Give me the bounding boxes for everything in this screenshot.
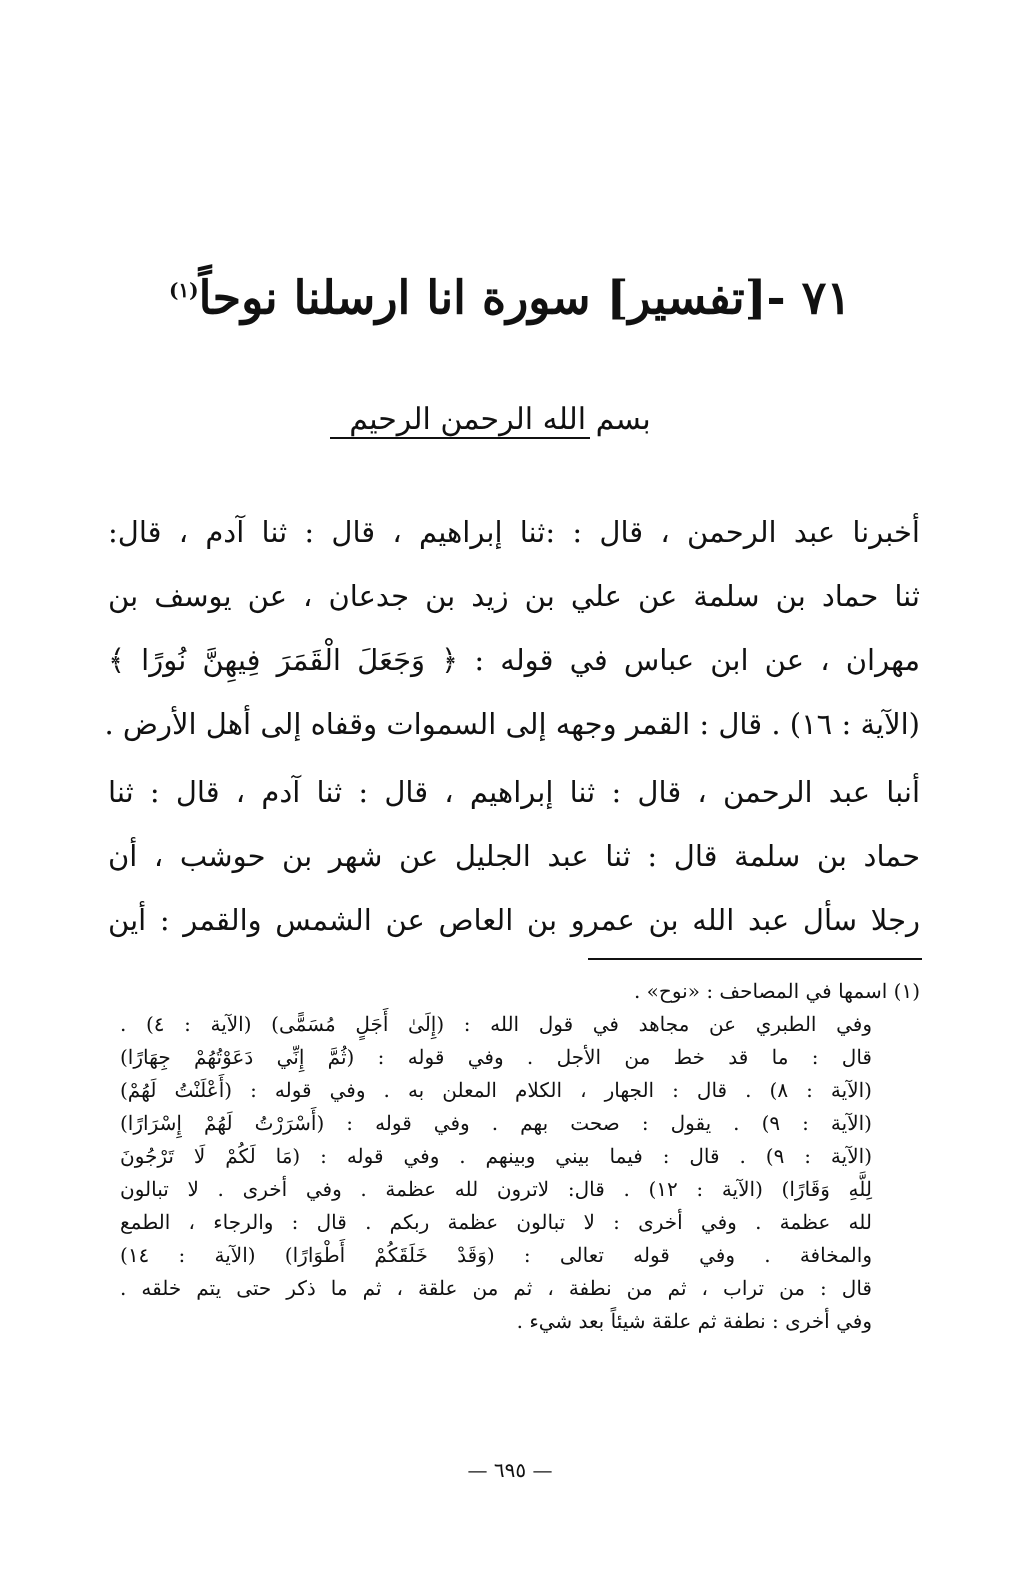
- text-line: أخبرنا عبد الرحمن ، قال : :ثنا إبراهيم ، قال : ثنا آدم ، قال:: [108, 515, 920, 549]
- footnote-line: وفي الطبري عن مجاهد في قول الله : (إِلَىٰ أَجَلٍ مُسَمًّى) (الآية : ٤) .: [120, 1012, 872, 1036]
- footnote-line: لله عظمة . وفي أخرى : لا تبالون عظمة ربكم . قال : والرجاء ، الطمع: [120, 1210, 872, 1234]
- text-line: ثنا حماد بن سلمة عن علي بن زيد بن جدعان ، عن يوسف بن: [108, 579, 920, 613]
- page-number: — ٦٩٥ —: [467, 1458, 553, 1482]
- paragraph-1: [104, 500, 920, 756]
- basmala: بسم الله الرحمن الرحيم: [349, 402, 651, 437]
- footnote-body: [120, 1008, 872, 1338]
- chapter-heading: [140, 255, 880, 332]
- chapter-title: ٧١ -[تفسير] سورة انا ارسلنا نوحاً: [198, 270, 852, 325]
- footnote-line: (الآية : ٨) . قال : الجهار ، الكلام المعلن به . وفي قوله : (أَعْلَنْتُ لَهُمْ): [120, 1078, 872, 1102]
- footnote-line: (الآية : ٩) . قال : فيما بيني وبينهم . وفي قوله : (مَا لَكُمْ لَا تَرْجُونَ: [120, 1144, 872, 1168]
- footnote-line: لِلَّهِ وَقَارًا) (الآية : ١٢) . قال: لاترون لله عظمة . وفي أخرى . لا تبالون: [120, 1177, 872, 1201]
- text-line: حماد بن سلمة قال : ثنا عبد الجليل عن شهر بن حوشب ، أن: [108, 839, 920, 873]
- footnote-mark: (١): [168, 278, 199, 302]
- footnote-line: وفي أخرى : نطفة ثم علقة شيئاً بعد شيء .: [516, 1309, 872, 1333]
- footnote-line: قال : من تراب ، ثم من نطفة ، ثم من علقة ، ثم ما ذكر حتى يتم خلقه .: [120, 1276, 872, 1300]
- footnote-heading: [120, 975, 920, 1008]
- paragraph-2: [108, 760, 920, 952]
- text-line: (الآية : ١٦) . قال : القمر وجهه إلى السموات وقفاه إلى أهل الأرض .: [104, 707, 920, 741]
- footnote-line: قال : ما قد خط من الأجل . وفي قوله : (ثُمَّ إِنِّي دَعَوْتُهُمْ جِهَارًا): [120, 1045, 872, 1069]
- footnote-line: والمخافة . وفي قوله تعالى : (وَقَدْ خَلَقَكُمْ أَطْوَارًا) (الآية : ١٤): [120, 1243, 872, 1267]
- text-line: أنبا عبد الرحمن ، قال : ثنا إبراهيم ، قال : ثنا آدم ، قال : ثنا: [108, 775, 920, 809]
- basmala-flourish: [330, 437, 590, 439]
- text-line: مهران ، عن ابن عباس في قوله : ﴿ وَجَعَلَ الْقَمَرَ فِيهِنَّ نُورًا ﴾: [108, 643, 920, 677]
- text-line: رجلا سأل عبد الله بن عمرو بن العاص عن الشمس والقمر : أين: [108, 903, 920, 937]
- footnote-line: (١) اسمها في المصاحف : «نوح» .: [633, 979, 920, 1003]
- footnote-separator: [588, 958, 922, 960]
- footnote-line: (الآية : ٩) . يقول : صحت بهم . وفي قوله : (أَسْرَرْتُ لَهُمْ إِسْرَارًا): [120, 1111, 872, 1135]
